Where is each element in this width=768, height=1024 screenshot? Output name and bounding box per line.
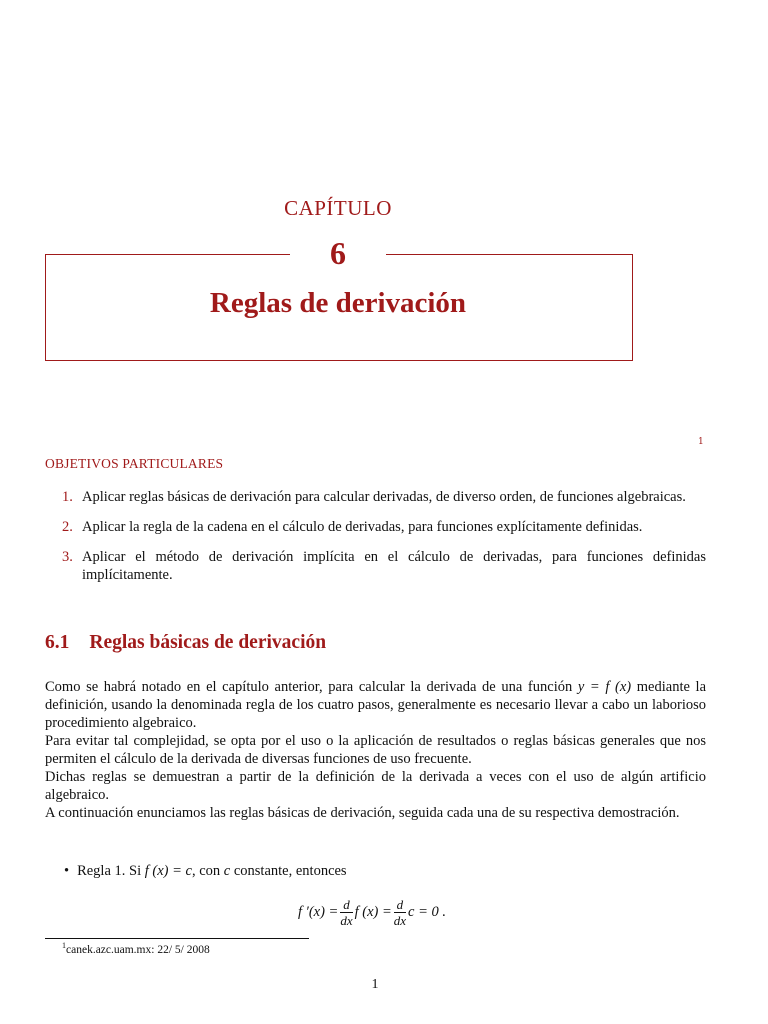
footnote-rule xyxy=(45,938,309,939)
objective-text: Aplicar la regla de la cadena en el cálculo de derivadas, para funciones explícitamente definidas. xyxy=(82,519,643,535)
body-text xyxy=(45,678,706,822)
paragraph: A continuación enunciamos las reglas básicas de derivación, seguida cada una de su respectiva demostración. xyxy=(45,805,680,821)
chapter-footnote-mark[interactable]: 1 xyxy=(698,437,704,447)
chapter-number: 6 xyxy=(330,235,346,271)
fraction: $\frac{d}{dx}$ xyxy=(340,896,353,928)
objective-number: 2. xyxy=(62,519,73,535)
objective-item xyxy=(45,488,706,506)
section-number: 6.1 xyxy=(45,632,70,653)
paragraph: Para evitar tal complejidad, se opta por el uso o la aplicación de resultados o reglas básicas generales que nos permiten el cálculo de la derivada de diversas funciones de uso frecuente. xyxy=(45,733,706,767)
objective-number: 3. xyxy=(62,549,73,565)
footnote: $^1$canek.azc.uam.mx: 22/ 5/ 2008 xyxy=(62,941,210,956)
inline-math: f (x) = c xyxy=(144,863,192,879)
bullet: • xyxy=(64,863,70,879)
inline-math: y = f (x) xyxy=(577,679,632,695)
inline-math: c xyxy=(223,863,231,879)
formula-rhs: c = 0 . xyxy=(408,903,447,920)
chapter-label: CAPÍTULO xyxy=(284,196,392,220)
objective-text: Aplicar el método de derivación implícita en el cálculo de derivadas, para funciones definidas implícitamente. xyxy=(82,549,706,583)
rule-1: • Regla 1. Si f (x) = c, con c constante, entonces xyxy=(64,863,347,879)
section-heading xyxy=(45,632,326,654)
chapter-title: Reglas de derivación xyxy=(209,287,467,319)
formula xyxy=(298,892,446,932)
objective-item xyxy=(45,518,706,536)
fraction: $\frac{d}{dx}$ xyxy=(393,896,407,928)
page-number: 1 xyxy=(371,977,379,992)
formula-lhs: f ′(x) = xyxy=(298,903,339,920)
formula-f: f (x) = xyxy=(354,903,392,920)
objective-number: 1. xyxy=(62,489,73,505)
objectives-heading: OBJETIVOS PARTICULARES xyxy=(45,456,224,471)
objective-text: Aplicar reglas básicas de derivación para calcular derivadas, de diverso orden, de funciones algebraicas. xyxy=(82,489,686,505)
objectives-list xyxy=(45,488,706,596)
paragraph: Dichas reglas se demuestran a partir de la definición de la derivada a veces con el uso de algún artificio algebraico. xyxy=(45,769,706,803)
section-title: Reglas básicas de derivación xyxy=(89,632,327,653)
objective-item xyxy=(45,548,706,584)
paragraph: Como se habrá notado en el capítulo anterior, para calcular la derivada de una función y = f (x) mediante la definición, usando la denominada regla de los cuatro pasos, generalmente es necesario llevar a cabo un laborioso procedimiento algebraico. xyxy=(45,679,707,731)
